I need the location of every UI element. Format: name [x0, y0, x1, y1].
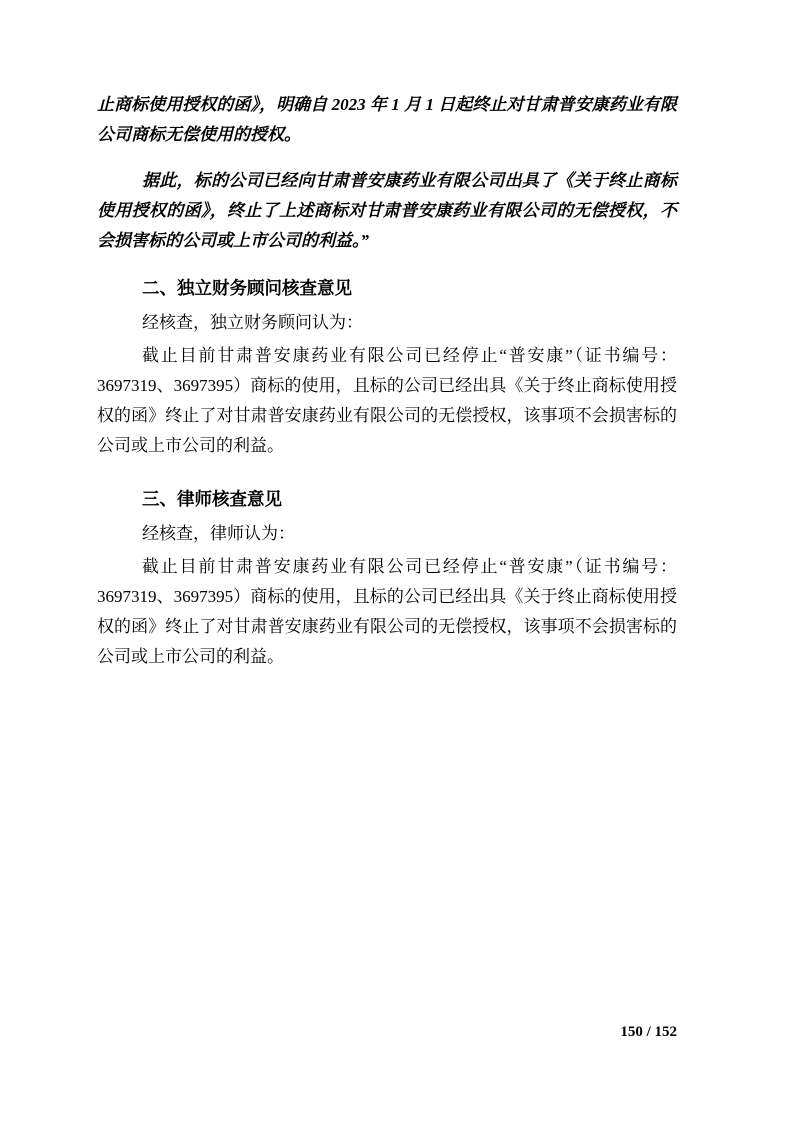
quoted-paragraph: 据此，标的公司已经向甘肃普安康药业有限公司出具了《关于终止商标使用授权的函》，终止了上述商标对甘肃普安康药业有限公司的无偿授权，不会损害标的公司或上市公司的利益。” — [97, 171, 677, 250]
quoted-paragraph-continuation: 止商标使用授权的函》，明确自 2023 年 1 月 1 日起终止对甘肃普安康药业有限公司商标无偿使用的授权。 — [97, 95, 677, 144]
document-content — [97, 90, 677, 672]
section-heading-financial-advisor-opinion: 二、独立财务顾问核查意见 — [142, 278, 352, 298]
section-body: 截止目前甘肃普安康药业有限公司已经停止“普安康”（证书编号：3697319、3697395）商标的使用，且标的公司已经出具《关于终止商标使用授权的函》终止了对甘肃普安康药业有限公司的无偿授权，该事项不会损害标的公司或上市公司的利益。 — [97, 346, 677, 455]
section-intro: 经核查，律师认为： — [142, 524, 295, 543]
section-heading-lawyer-opinion: 三、律师核查意见 — [142, 489, 282, 509]
section-body: 截止目前甘肃普安康药业有限公司已经停止“普安康”（证书编号：3697319、3697395）商标的使用，且标的公司已经出具《关于终止商标使用授权的函》终止了对甘肃普安康药业有限公司的无偿授权，该事项不会损害标的公司或上市公司的利益。 — [97, 557, 677, 666]
page-number: 150 / 152 — [620, 1024, 677, 1040]
section-intro: 经核查，独立财务顾问认为： — [142, 313, 363, 332]
